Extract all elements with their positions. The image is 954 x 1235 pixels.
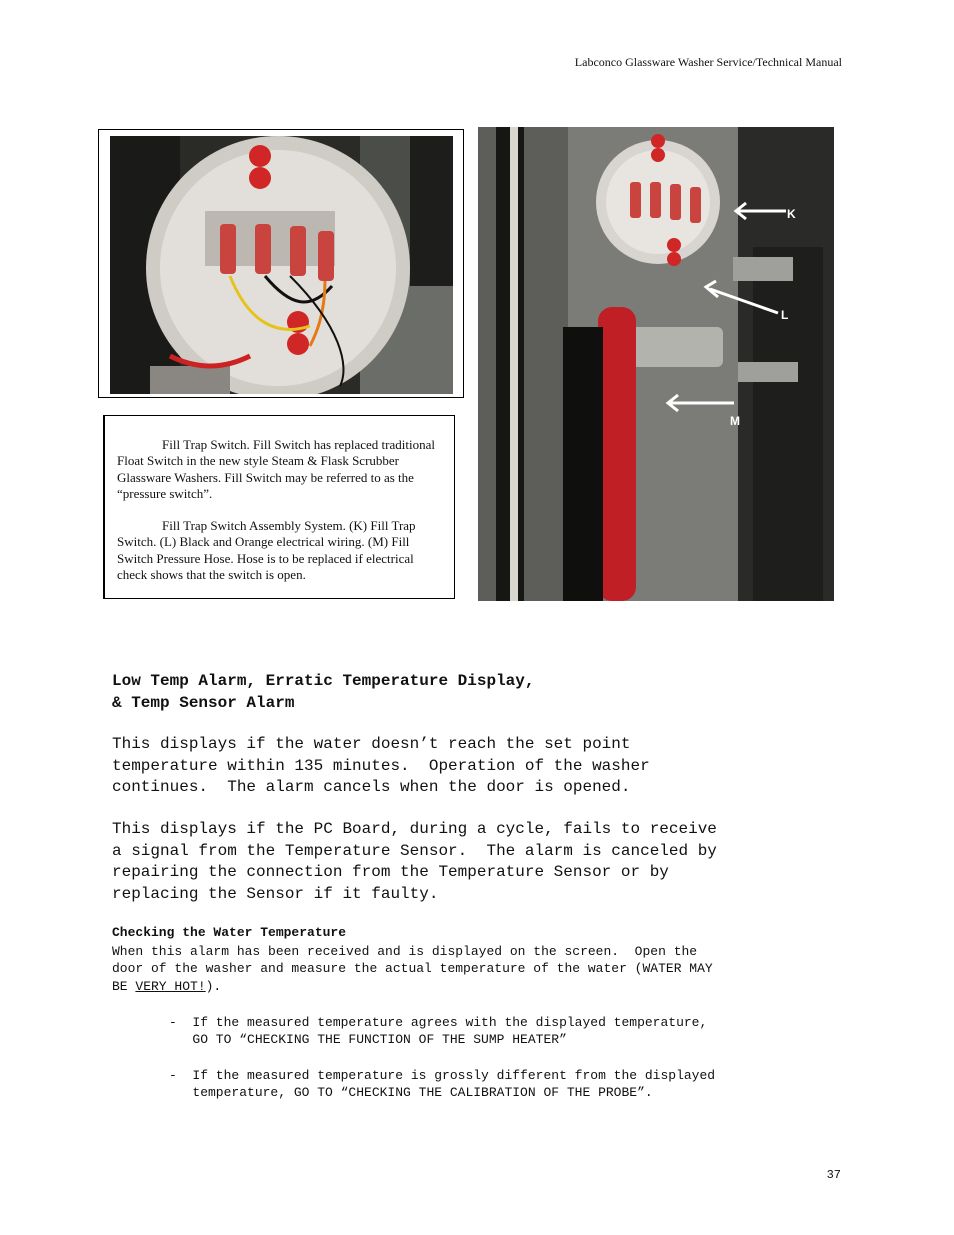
fill-trap-switch-photo xyxy=(110,136,453,394)
section-title-line-1: Low Temp Alarm, Erratic Temperature Display, xyxy=(112,672,535,690)
bullet-probe-calibration: - If the measured temperature is grossly different from the displayed temperature, GO TO “CHECKING THE CALIBRATION OF THE PROBE”. xyxy=(169,1068,716,1101)
checking-title: Checking the Water Temperature xyxy=(112,925,347,940)
section-paragraph-1: This displays if the water doesn’t reach the set point temperature within 135 minutes. Operation of the washer continues. The alarm cancels when the door is opened. xyxy=(112,735,650,796)
checking-body-part-2: ). xyxy=(205,978,222,994)
fill-trap-switch-photo-frame xyxy=(98,129,464,398)
caption-paragraph-1: Fill Trap Switch. Fill Switch has replaced traditional Float Switch in the new style Steam & Flask Scrubber Glassware Washers. Fill Switch may be referred to as the “pressure switch”. xyxy=(117,437,435,501)
very-hot-warning: VERY HOT! xyxy=(135,978,206,994)
section-paragraph-2: This displays if the PC Board, during a cycle, fails to receive a signal from the Temperature Sensor. The alarm is canceled by repairing the connection from the Temperature Sensor or by replacing the Sensor if it faulty. xyxy=(112,820,717,903)
fill-trap-assembly-photo xyxy=(478,127,834,606)
callout-l: L xyxy=(781,308,789,322)
callout-k: K xyxy=(787,207,796,221)
section-title xyxy=(112,670,534,714)
bullet-sump-heater: - If the measured temperature agrees with the displayed temperature, GO TO “CHECKING THE FUNCTION OF THE SUMP HEATER” xyxy=(169,1015,708,1048)
caption-paragraph-2: Fill Trap Switch Assembly System. (K) Fill Trap Switch. (L) Black and Orange electrical wiring. (M) Fill Switch Pressure Hose. Hose is to be replaced if electrical check shows that the switch is open. xyxy=(117,518,416,583)
page-number: 37 xyxy=(826,1168,841,1182)
photo-caption xyxy=(103,415,455,599)
checking-body-part-1: When this alarm has been received and is displayed on the screen. Open the door of the washer and measure the actual temperature of the water (WATER MAY BE xyxy=(112,944,713,994)
callout-m: M xyxy=(730,414,740,428)
manual-header: Labconco Glassware Washer Service/Technical Manual xyxy=(574,55,842,69)
checking-body xyxy=(112,943,713,995)
section-title-line-2: & Temp Sensor Alarm xyxy=(112,694,295,712)
